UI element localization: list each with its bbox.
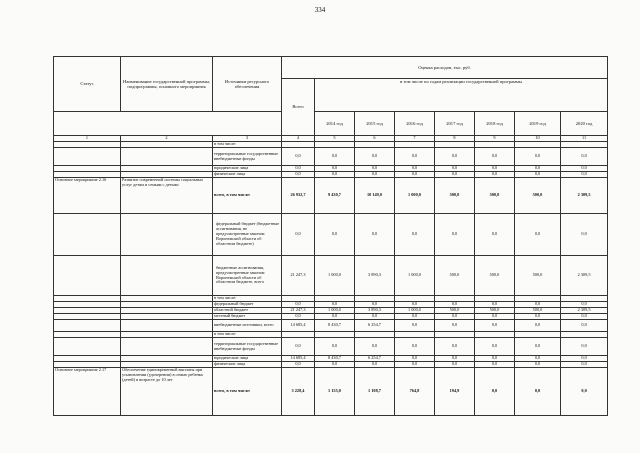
value-cell: 0,0 xyxy=(282,314,315,320)
col-num: 4 xyxy=(282,136,315,142)
value-cell: 1 000,0 xyxy=(315,256,355,296)
value-cell: 500,0 xyxy=(515,308,561,314)
value-cell: 0,0 xyxy=(515,362,561,368)
col-num: 10 xyxy=(515,136,561,142)
value-cell: 0,0 xyxy=(475,166,515,172)
value-cell: 0,0 xyxy=(395,214,435,256)
value-cell: 500,0 xyxy=(515,256,561,296)
header-by-year: в том числе по годам реализации государственной программы xyxy=(315,79,608,112)
value-cell: 3 890,3 xyxy=(355,256,395,296)
header-year: 2019 год xyxy=(515,112,561,136)
table-row xyxy=(54,338,608,356)
header-year: 2015 год xyxy=(355,112,395,136)
status-cell xyxy=(54,148,121,166)
value-cell: 1 155,0 xyxy=(315,368,355,416)
value-cell: 0,0 xyxy=(561,214,608,256)
value-cell: 2 309,5 xyxy=(561,178,608,214)
value-cell: 2 309,5 xyxy=(561,256,608,296)
table-row xyxy=(54,368,608,416)
value-cell: 0,0 xyxy=(315,172,355,178)
value-cell: 0,0 xyxy=(282,172,315,178)
value-cell: 0,0 xyxy=(395,356,435,362)
source-cell: физические лица xyxy=(213,362,282,368)
value-cell: 1 000,0 xyxy=(395,308,435,314)
value-cell: 500,0 xyxy=(435,178,475,214)
source-cell: территориальные государственные внебюджетные фонды xyxy=(213,338,282,356)
value-cell: 764,8 xyxy=(395,368,435,416)
value-cell: 14 685,4 xyxy=(282,356,315,362)
value-cell: 0,0 xyxy=(475,172,515,178)
value-cell: 6 254,7 xyxy=(355,356,395,362)
value-cell: 500,0 xyxy=(475,256,515,296)
value-cell: 1 000,0 xyxy=(395,178,435,214)
col-num: 2 xyxy=(121,136,213,142)
source-cell: федеральный бюджет xyxy=(213,302,282,308)
value-cell: 8 430,7 xyxy=(315,320,355,332)
value-cell: 3 228,4 xyxy=(282,368,315,416)
value-cell: 0,0 xyxy=(561,302,608,308)
col-num: 11 xyxy=(561,136,608,142)
header-estimate: Оценка расходов, тыс. руб. xyxy=(282,57,608,79)
value-cell: 0,0 xyxy=(515,320,561,332)
name-cell xyxy=(121,214,213,256)
value-cell: 500,0 xyxy=(475,308,515,314)
value-cell: 6 254,7 xyxy=(355,320,395,332)
source-cell: территориальные государственные внебюджетные фонды xyxy=(213,148,282,166)
value-cell: 0,0 xyxy=(435,166,475,172)
name-cell xyxy=(121,148,213,166)
table-row xyxy=(54,320,608,332)
name-cell xyxy=(121,338,213,356)
table-row xyxy=(54,148,608,166)
header-name: Наименование государственной программы, подпрограммы, основного мероприятия xyxy=(121,57,213,112)
status-cell: Основное мероприятие 2.16 xyxy=(54,178,121,214)
value-cell: 0,0 xyxy=(315,314,355,320)
value-cell: 0,0 xyxy=(355,302,395,308)
value-cell: 0,0 xyxy=(395,148,435,166)
source-cell: физические лица xyxy=(213,172,282,178)
value-cell: 1 108,7 xyxy=(355,368,395,416)
value-cell: 0,0 xyxy=(435,302,475,308)
value-cell: 0,0 xyxy=(315,166,355,172)
value-cell: 0,0 xyxy=(395,338,435,356)
name-cell xyxy=(121,320,213,332)
value-cell: 0,0 xyxy=(515,166,561,172)
value-cell: 1 000,0 xyxy=(315,308,355,314)
value-cell: 0,0 xyxy=(515,172,561,178)
value-cell: 0,0 xyxy=(355,338,395,356)
value-cell: 0,0 xyxy=(515,302,561,308)
value-cell: 0,0 xyxy=(435,362,475,368)
value-cell: 0,0 xyxy=(282,302,315,308)
value-cell: 0,0 xyxy=(561,320,608,332)
value-cell: 21 247,3 xyxy=(282,256,315,296)
value-cell: 0,0 xyxy=(355,214,395,256)
value-cell: 500,0 xyxy=(475,178,515,214)
source-cell: местный бюджет xyxy=(213,314,282,320)
source-cell: бюджетные ассигнования, предусмотренные законом Воронежской области об областном бюджете, всего xyxy=(213,256,282,296)
value-cell: 0,0 xyxy=(282,362,315,368)
header-source: Источники ресурсного обеспечения xyxy=(213,57,282,112)
value-cell: 0,0 xyxy=(561,172,608,178)
source-cell: в том числе: xyxy=(213,142,282,148)
name-cell: Обеспечение единовременной выплаты при усыновлении (удочерении) в семью ребенка (детей) в возрасте до 10 лет xyxy=(121,368,213,416)
value-cell: 0,0 xyxy=(515,314,561,320)
col-num: 3 xyxy=(213,136,282,142)
value-cell: 21 247,3 xyxy=(282,308,315,314)
value-cell: 0,0 xyxy=(561,314,608,320)
value-cell: 0,0 xyxy=(515,148,561,166)
name-cell xyxy=(121,256,213,296)
value-cell: 0,0 xyxy=(282,148,315,166)
col-num: 1 xyxy=(54,136,121,142)
source-cell: всего, в том числе: xyxy=(213,178,282,214)
value-cell: 10 149,0 xyxy=(355,178,395,214)
value-cell: 0,0 xyxy=(395,314,435,320)
value-cell: 0,0 xyxy=(475,320,515,332)
value-cell: 0,0 xyxy=(315,302,355,308)
page-number: 334 xyxy=(314,6,326,14)
value-cell: 0,0 xyxy=(561,338,608,356)
budget-table xyxy=(53,56,608,416)
value-cell: 0,0 xyxy=(282,214,315,256)
col-num: 5 xyxy=(315,136,355,142)
source-cell: областной бюджет xyxy=(213,308,282,314)
col-num: 9 xyxy=(475,136,515,142)
value-cell: 0,0 xyxy=(561,362,608,368)
value-cell: 0,0 xyxy=(475,356,515,362)
value-cell: 0,0 xyxy=(355,148,395,166)
value-cell: 0,0 xyxy=(395,172,435,178)
value-cell: 0,0 xyxy=(475,302,515,308)
value-cell: 0,0 xyxy=(475,368,515,416)
value-cell: 0,0 xyxy=(435,148,475,166)
value-cell: 0,0 xyxy=(355,362,395,368)
value-cell: 0,0 xyxy=(315,214,355,256)
value-cell: 0,0 xyxy=(282,166,315,172)
value-cell: 3 890,3 xyxy=(355,308,395,314)
value-cell: 0,0 xyxy=(395,302,435,308)
status-cell xyxy=(54,214,121,256)
value-cell: 1 000,0 xyxy=(395,256,435,296)
source-cell: всего, в том числе: xyxy=(213,368,282,416)
value-cell: 0,0 xyxy=(395,166,435,172)
source-cell: в том числе: xyxy=(213,296,282,302)
value-cell: 0,0 xyxy=(395,362,435,368)
table-row xyxy=(54,178,608,214)
status-cell: Основное мероприятие 2.17 xyxy=(54,368,121,416)
col-num: 8 xyxy=(435,136,475,142)
value-cell: 0,0 xyxy=(435,338,475,356)
value-cell: 0,0 xyxy=(435,214,475,256)
value-cell: 0,0 xyxy=(475,362,515,368)
source-cell: юридические лица xyxy=(213,356,282,362)
source-cell: федеральный бюджет (бюджетные ассигнования, не предусмотренные законом Воронежской области об областном бюджете) xyxy=(213,214,282,256)
value-cell: 14 685,4 xyxy=(282,320,315,332)
value-cell: 0,0 xyxy=(435,172,475,178)
value-cell: 0,0 xyxy=(515,356,561,362)
status-cell xyxy=(54,320,121,332)
value-cell: 0,0 xyxy=(475,338,515,356)
name-cell: Развитие современной системы социальных услуг детям и семьям с детьми xyxy=(121,178,213,214)
value-cell: 0,0 xyxy=(561,148,608,166)
value-cell: 0,0 xyxy=(435,320,475,332)
value-cell: 0,0 xyxy=(282,338,315,356)
header-year: 2016 год xyxy=(395,112,435,136)
value-cell: 194,9 xyxy=(435,368,475,416)
value-cell: 0,0 xyxy=(561,368,608,416)
value-cell: 0,0 xyxy=(515,368,561,416)
header-status: Статус xyxy=(54,57,121,112)
value-cell: 0,0 xyxy=(475,214,515,256)
value-cell: 0,0 xyxy=(395,320,435,332)
value-cell: 26 932,7 xyxy=(282,178,315,214)
header-total: Всего xyxy=(282,79,315,136)
col-num: 6 xyxy=(355,136,395,142)
status-cell xyxy=(54,256,121,296)
status-cell xyxy=(54,338,121,356)
value-cell: 0,0 xyxy=(561,356,608,362)
value-cell: 0,0 xyxy=(435,356,475,362)
source-cell: внебюджетные источники, всего xyxy=(213,320,282,332)
header-year: 2017 год xyxy=(435,112,475,136)
header-year: 2014 год xyxy=(315,112,355,136)
value-cell: 0,0 xyxy=(315,148,355,166)
value-cell: 500,0 xyxy=(435,308,475,314)
source-cell: юридические лица xyxy=(213,166,282,172)
value-cell: 0,0 xyxy=(315,338,355,356)
value-cell: 0,0 xyxy=(475,148,515,166)
value-cell: 2 309,5 xyxy=(561,308,608,314)
value-cell: 0,0 xyxy=(515,338,561,356)
value-cell: 8 430,7 xyxy=(315,356,355,362)
source-cell: в том числе: xyxy=(213,332,282,338)
col-num: 7 xyxy=(395,136,435,142)
value-cell: 0,0 xyxy=(355,166,395,172)
value-cell: 0,0 xyxy=(355,314,395,320)
value-cell: 0,0 xyxy=(315,362,355,368)
value-cell: 500,0 xyxy=(435,256,475,296)
table-row xyxy=(54,256,608,296)
value-cell: 0,0 xyxy=(561,166,608,172)
value-cell: 0,0 xyxy=(435,314,475,320)
value-cell: 0,0 xyxy=(475,314,515,320)
value-cell: 9 430,7 xyxy=(315,178,355,214)
value-cell: 500,0 xyxy=(515,178,561,214)
value-cell: 0,0 xyxy=(355,172,395,178)
value-cell: 0,0 xyxy=(515,214,561,256)
header-year: 2020 год xyxy=(561,112,608,136)
table-row xyxy=(54,214,608,256)
header-year: 2018 год xyxy=(475,112,515,136)
